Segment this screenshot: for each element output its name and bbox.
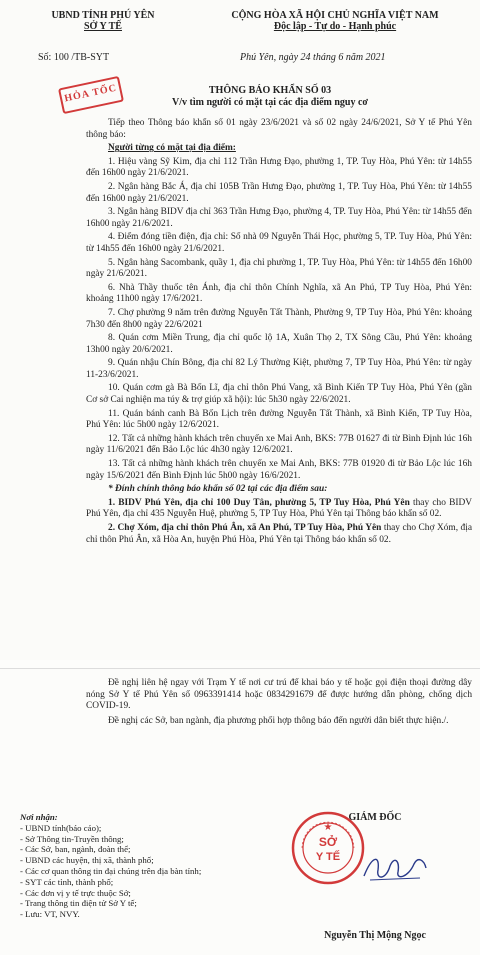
recipient-item: - Lưu: VT, NVY. (20, 909, 80, 920)
closing-section (86, 678, 472, 730)
recipient-item: - Các Sở, ban, ngành, đoàn thể; (20, 844, 131, 855)
location-item: 7. Chợ phường 9 năm trên đường Nguyễn Tất Thành, Phường 9, TP Tuy Hòa, Phú Yên: khoảng 7h30 đến 8h00 ngày 22/6/2021 (86, 307, 472, 330)
seal-text-mid: Y TẾ (315, 851, 341, 863)
seal-text-top: SỞ (318, 835, 338, 849)
location-item: 12. Tất cả những hành khách trên chuyến xe Mai Anh, BKS: 77B 01627 đi từ Bình Định lúc 16h ngày 11/6/2021 đến Bảo Lộc lúc 4h30 ngày 12/6/2021. (86, 433, 472, 456)
document-title: THÔNG BÁO KHẨN SỐ 03 (208, 85, 332, 96)
locations-heading: Người từng có mặt tại địa điểm: (108, 143, 236, 154)
location-item: 11. Quán bánh canh Bà Bốn Lịch trên đường Nguyễn Tất Thành, xã Bình Kiến, TP Tuy Hòa, Phú Yên: lúc 5h00 ngày 12/6/2021. (86, 408, 472, 431)
location-item: 6. Nhà Thầy thuốc tên Ánh, địa chỉ thôn Chính Nghĩa, xã An Phú, TP Tuy Hòa, Phú Yên: khoảng 11h00 ngày 17/6/2021. (86, 282, 472, 305)
recipient-item: - SYT các tỉnh, thành phố; (20, 876, 114, 887)
agency-line1: UBND TỈNH PHÚ YÊN (51, 10, 155, 21)
location-item: 9. Quán nhậu Chín Bông, địa chỉ 82 Lý Thường Kiệt, phường 7, TP Tuy Hòa, Phú Yên: từ ngày 11-23/6/2021. (86, 358, 472, 380)
document-date: Phú Yên, ngày 24 tháng 6 năm 2021 (240, 52, 386, 63)
nation-title: CỘNG HÒA XÃ HỘI CHỦ NGHĨA VIỆT NAM (231, 10, 439, 21)
location-item: 1. Hiệu vàng Sỹ Kim, địa chỉ 112 Trần Hưng Đạo, phường 1, TP. Tuy Hòa, Phú Yên: từ 14h55 đến 16h00 ngày 21/6/2021. (86, 156, 472, 179)
recipients-label: Nơi nhận: (20, 812, 58, 822)
coordination-paragraph: Đề nghị các Sở, ban ngành, địa phương phối hợp thông báo đến người dân biết thực hiện./. (108, 715, 449, 726)
agency-line2: SỞ Y TẾ (84, 21, 122, 32)
corrections-heading: * Đính chính thông báo khẩn số 02 tại các địa điểm sau: (108, 484, 328, 495)
urgent-stamp: HỎA TỐC (58, 76, 124, 114)
recipient-item: - Trang thông tin điện tử Sở Y tế; (20, 898, 137, 909)
recipients-block (20, 812, 280, 920)
document-subtitle: V/v tìm người có mặt tại các địa điểm nguy cơ (172, 97, 368, 108)
location-item: 13. Tất cả những hành khách trên chuyến xe Mai Anh, BKS: 77B 01920 đi từ Bảo Lộc lúc 16h ngày 15/6/2021 đến Bình Định lúc 5h00 ngày 16/6/2021. (86, 459, 472, 481)
recipient-item: - Các cơ quan thông tin đại chúng trên địa bàn tỉnh; (20, 865, 202, 876)
location-item: 4. Điểm đóng tiền điện, địa chỉ: Số nhà 09 Nguyễn Thái Học, phường 5, TP. Tuy Hòa, Phú Yên: từ 14h55 đến 16h00 ngày 21/6/2021. (86, 232, 472, 254)
recipient-item: - Các đơn vị y tế trực thuộc Sở; (20, 887, 131, 898)
official-seal (290, 810, 366, 886)
location-item: 8. Quán cơm Miền Trung, địa chỉ quốc lộ 1A, Xuân Thọ 2, TX Sông Cầu, Phú Yên: khoảng 13h00 ngày 20/6/2021. (86, 333, 472, 355)
location-item: 10. Quán cơm gà Bà Bốn Lĩ, địa chỉ thôn Phú Vang, xã Bình Kiến TP Tuy Hòa, Phú Yên (gần Cơ sở Cai nghiện ma túy & trợ giúp xã hội): lúc 5h30 ngày 22/6/2021. (86, 383, 472, 406)
location-item: 3. Ngân hàng BIDV địa chỉ 363 Trần Hưng Đạo, phường 4, TP. Tuy Hòa, Phú Yên: từ 14h55 đến 16h00 ngày 21/6/2021. (86, 207, 472, 229)
document-number: Số: 100 /TB-SYT (38, 52, 110, 63)
recipient-item: - UBND các huyện, thị xã, thành phố; (20, 855, 154, 866)
svg-text:★: ★ (323, 822, 333, 833)
location-item: 5. Ngân hàng Sacombank, quầy 1, địa chỉ phường 1, TP. Tuy Hòa, Phú Yên: từ 14h55 đến 16h00 ngày 21/6/2021. (86, 257, 472, 280)
agency-header (28, 10, 178, 32)
contact-paragraph: Đề nghị liên hệ ngay với Trạm Y tế nơi cư trú để khai báo y tế hoặc gọi điện thoại đường dây nóng Sở Y tế Phú Yên số 0963391414 hoặc 0834291679 để được hướng dẫn phòng, chống dịch COVID-19. (86, 678, 472, 712)
recipient-item: - UBND tỉnh(báo cáo); (20, 822, 102, 833)
correction-item: 2. Chợ Xóm, địa chỉ thôn Phú Ân, xã An Phú, TP Tuy Hòa, Phú Yên thay cho Chợ Xóm, địa chỉ thôn Phú Ân, xã Hòa An, huyện Phú Hòa, Phú Yên tại Thông báo khẩn số 02. (86, 523, 472, 545)
correction-item: 1. BIDV Phú Yên, địa chỉ 100 Duy Tân, phường 5, TP Tuy Hòa, Phú Yên thay cho BIDV Phú Yên, địa chỉ 435 Nguyễn Huệ, phường 5, TP Tuy Hòa, Phú Yên tại Thông báo khẩn số 02. (86, 497, 473, 520)
motto: Độc lập - Tự do - Hạnh phúc (273, 21, 397, 32)
signer-name: Nguyễn Thị Mộng Ngọc (324, 930, 426, 941)
location-item: 2. Ngân hàng Bắc Á, địa chỉ 105B Trần Hưng Đạo, phường 1, TP. Tuy Hòa, Phú Yên: từ 14h55 đến 16h00 ngày 21/6/2021. (86, 181, 472, 204)
recipient-item: - Sở Thông tin-Truyền thông; (20, 833, 124, 844)
nation-header (200, 10, 470, 32)
handwritten-signature (360, 850, 430, 886)
signer-role: GIÁM ĐỐC (348, 812, 402, 823)
intro-paragraph: Tiếp theo Thông báo khẩn số 01 ngày 23/6/2021 và số 02 ngày 24/6/2021, Sở Y tế Phú Yên thông báo: (86, 118, 472, 140)
document-body (86, 118, 472, 548)
